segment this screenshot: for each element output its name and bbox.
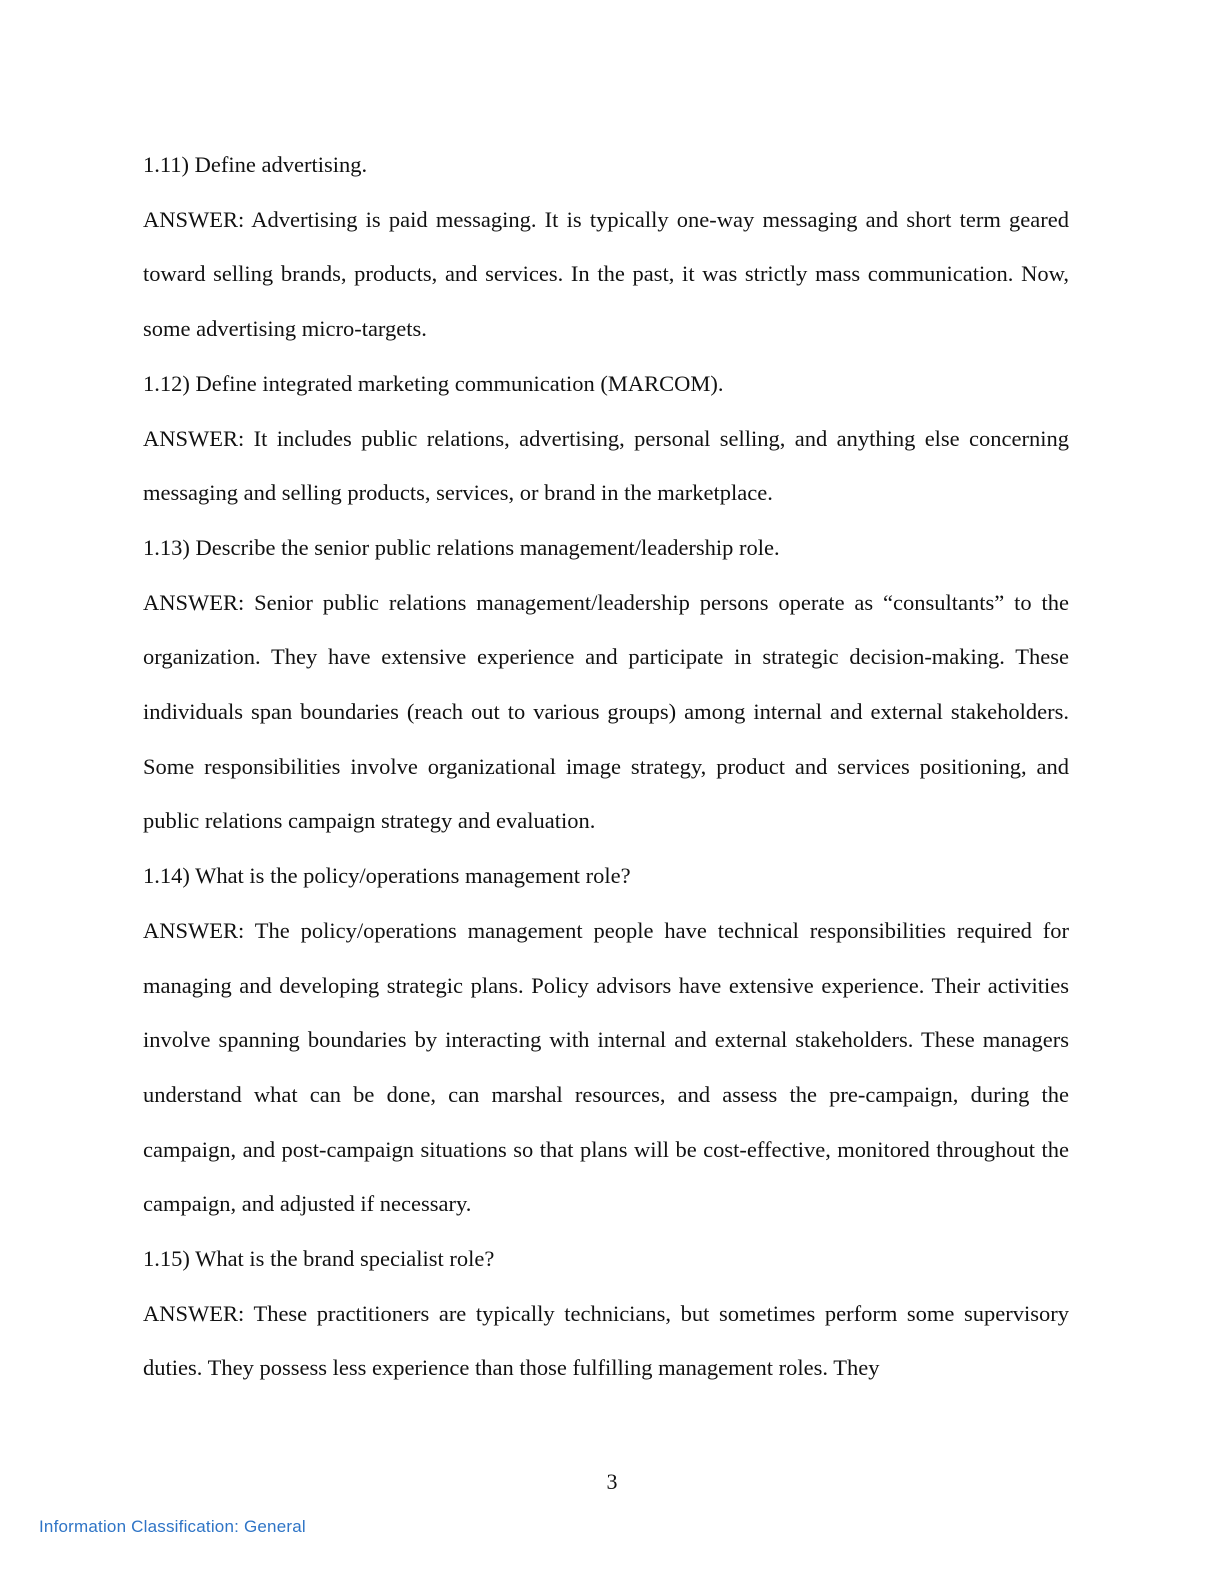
document-body [143,138,1069,1396]
question-1-11: 1.11) Define advertising. [143,152,368,177]
answer-1-12: ANSWER: It includes public relations, advertising, personal selling, and anything else concerning messaging and selling products, services, or brand in the marketplace. [143,425,1069,506]
page-number: 3 [606,1469,618,1494]
question-1-13: 1.13) Describe the senior public relations management/leadership role. [143,534,780,560]
question-1-14: 1.14) What is the policy/operations management role? [143,863,631,889]
answer-1-15: ANSWER: These practitioners are typically technicians, but sometimes perform some supervisory duties. They possess less experience than those fulfilling management roles. They [143,1300,1069,1381]
answer-1-11: ANSWER: Advertising is paid messaging. It is typically one-way messaging and short term geared toward selling brands, products, and services. In the past, it was strictly mass communication. Now, some advertising micro-targets. [143,206,1069,342]
answer-1-14: ANSWER: The policy/operations management people have technical responsibilities required for managing and developing strategic plans. Policy advisors have extensive experience. Their activities involve spanning boundaries by interacting with internal and external stakeholders. These managers understand what can be done, can marshal resources, and assess the pre-campaign, during the campaign, and post-campaign situations so that plans will be cost-effective, monitored throughout the campaign, and adjusted if necessary. [143,917,1069,1217]
question-1-12: 1.12) Define integrated marketing communication (MARCOM). [143,370,724,396]
classification-label: Information Classification: General [39,1517,306,1536]
question-1-15: 1.15) What is the brand specialist role? [143,1246,495,1272]
answer-1-13: ANSWER: Senior public relations management/leadership persons operate as “consultants” to the organization. They have extensive experience and participate in strategic decision-making. These individuals span boundaries (reach out to various groups) among internal and external stakeholders. Some responsibilities involve organizational image strategy, product and services positioning, and public relations campaign strategy and evaluation. [143,589,1069,834]
